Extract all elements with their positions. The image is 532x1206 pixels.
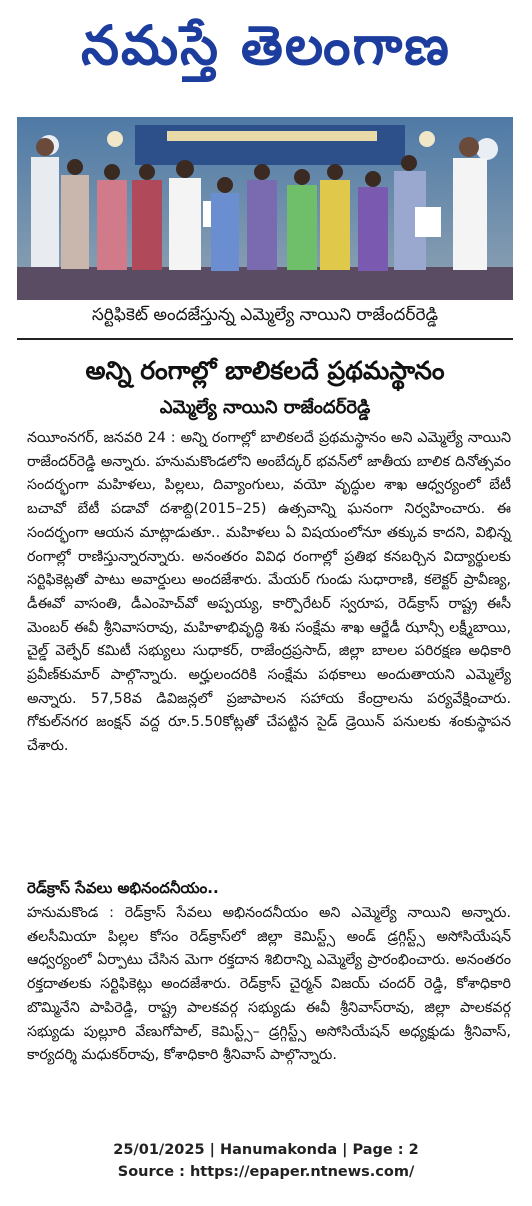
photo-caption: సర్టిఫికెట్ అందజేస్తున్న ఎమ్మెల్యే నాయిని రాజేందర్‌రెడ్డి [91,305,439,325]
article-subheading: రెడ్‌క్రాస్ సేవలు అభినందనీయం.. [27,879,219,897]
masthead-title: నమస్తే తెలంగాణ [81,14,451,77]
section-divider [17,338,513,340]
event-photo-illustration [17,117,513,300]
edition-info: 25/01/2025 | Hanumakonda | Page : 2 [113,1142,419,1158]
article-paragraph-1: నయీంనగర్, జనవరి 24 : అన్ని రంగాల్లో బాలికలదే ప్రథమస్థానం అని ఎమ్మెల్యే నాయిని రాజేందర్‌రెడ్డి అన్నారు. హనుమకొండలోని అంబేద్కర్ భవన్‌లో జాతీయ బాలిక దినోత్సవం సందర్భంగా మహిళలు, పిల్లలు, దివ్యాంగులు, వయో వృద్ధుల శాఖ ఆధ్వర్యంలో బేటీ బచావో బేటీ పడావో దశాబ్ది(2015–25) ఉత్సవాన్ని ఘనంగా నిర్వహించారు. ఈ సందర్భంగా ఆయన మాట్లాడుతూ.. మహిళలు ఏ విషయంలోనూ తక్కువ కాదని, విభిన్న రంగాల్లో రాణిస్తున్నారన్నారు. అనంతరం వివిధ రంగాల్లో ప్రతిభ కనబర్చిన విద్యార్థులకు సర్టిఫికెట్లతో పాటు అవార్డులు అందజేశారు. మేయర్ గుండు సుధారాణి, కలెక్టర్ ప్రావీణ్య, డీఈవో వాసంతి, డీఎంహెచ్‌వో అప్పయ్య, కార్పొరేటర్ స్వరూప, రెడ్‌క్రాస్ రాష్ట్ర ఈసీ మెంబర్ ఈవీ శ్రీనివాసరావు, మహిళాభివృద్ధి శిశు సంక్షేమ శాఖ ఆర్జేడీ ఝాన్సీ లక్ష్మీబాయి, చైల్డ్ వెల్ఫేర్ కమిటీ సభ్యులు సుధాకర్, రాజేంద్రప్రసాద్, జిల్లా బాలల పరిరక్షణ అధికారి ప్రవీణ్‌కుమార్ పాల్గొన్నారు. అర్హులందరికి సంక్షేమ పథకాలు అందుతాయని ఎమ్మెల్యే అన్నారు. 57,58వ డివిజన్లలో ప్రజాపాలన సహాయ కేంద్రాలను పర్యవేక్షించారు. గోకుల్‌నగర జంక్షన్ వద్ద రూ.5.50కోట్లతో చేపట్టిన సైడ్ డ్రెయిన్ పనులకు శంకుస్థాపన చేశారు. [27,430,511,755]
masthead [0,0,532,96]
source-link[interactable]: Source : https://epaper.ntnews.com/ [117,1164,415,1180]
article-paragraph-2: హనుమకొండ : రెడ్‌క్రాస్ సేవలు అభినందనీయం అని ఎమ్మెల్యే నాయిని అన్నారు. తలసీమియా పిల్లల కోసం రెడ్‌క్రాస్‌లో జిల్లా కెమిస్ట్స్ అండ్ డ్రగ్గిస్ట్స్ అసోసియేషన్ ఆధ్వర్యంలో ఏర్పాటు చేసిన మెగా రక్తదాన శిబిరాన్ని ఎమ్మెల్యే ప్రారంభించారు. అనంతరం రక్తదాతలకు సర్టిఫికెట్లు అందజేశారు. రెడ్‌క్రాస్ చైర్మన్ విజయ్ చందర్ రెడ్డి, కోశాధికారి బొమ్మినేని పాపిరెడ్డి, రాష్ట్ర పాలకవర్గ సభ్యుడు ఈవీ శ్రీనివాస్‌రావు, జిల్లా పాలకవర్గ సభ్యుడు పుల్లూరి వేణుగోపాల్, కెమిస్ట్స్– డ్రగ్గిస్ట్స్ అసోసియేషన్ అధ్యక్షుడు శ్రీనివాస్, కార్యదర్శి మధుకర్‌రావు, కోశాధికారి శ్రీనివాస్ పాల్గొన్నారు. [27,905,511,1064]
article-headline: అన్ని రంగాల్లో బాలికలదే ప్రథమస్థానం [85,356,445,385]
article-byline: ఎమ్మెల్యే నాయిని రాజేందర్‌రెడ్డి [159,397,371,418]
event-photo [17,117,513,300]
